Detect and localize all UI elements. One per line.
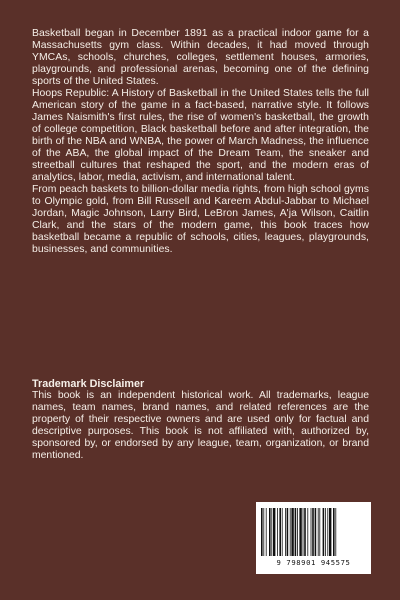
barcode-bar: [315, 508, 317, 556]
disclaimer-title: Trademark Disclaimer: [32, 378, 145, 390]
isbn-barcode: [256, 502, 371, 574]
barcode-bar: [261, 508, 263, 556]
barcode-bar: [277, 508, 278, 556]
barcode-bar: [323, 508, 325, 556]
trademark-disclaimer: [32, 378, 369, 462]
barcode-bar: [279, 508, 281, 556]
barcode-bar: [285, 508, 286, 556]
barcode-bar: [290, 508, 291, 556]
description-paragraph-1: Basketball began in December 1891 as a practical indoor game for a Massachusetts gym class. Within decades, it had moved through YMCAs, schools, churches, colleges, settlement houses, armories, playgrounds, and professional arenas, becoming one of the defining sports of the United States.: [32, 28, 369, 87]
barcode-bar: [273, 508, 275, 556]
barcode-bar: [325, 508, 326, 556]
barcode-bar: [319, 508, 320, 556]
barcode-bar: [266, 508, 267, 556]
barcode-bar: [312, 508, 314, 556]
description-paragraph-2: Hoops Republic: A History of Basketball in the United States tells the full American story of the game in a fact-based, narrative style. It follows James Naismith's first rules, the rise of women's basketball, the growth of college competition, Black basketball before and after integration, the birth of the NBA and WNBA, the power of March Madness, the influence of the ABA, the global impact of the Dream Team, the sneaker and streetball cultures that reshaped the sport, and the modern eras of analytics, labor, media, activism, and international talent.: [32, 88, 369, 183]
barcode-bar: [295, 508, 297, 556]
disclaimer-text: This book is an independent historical work. All trademarks, league names, team names, brand names, and related references are the property of their respective owners and are used only for factual and descriptive purposes. This book is not affiliated with, authorized by, sponsored by, or endorsed by any league, team, organization, or brand mentioned.: [32, 390, 369, 461]
description-paragraph-3: From peach baskets to billion-dollar media rights, from high school gyms to Olympic gold, from Bill Russell and Kareem Abdul-Jabbar to Michael Jordan, Magic Johnson, Larry Bird, LeBron James, A'ja Wilson, Caitlin Clark, and the stars of the modern game, this book traces how basketball became a republic of schools, cities, leagues, playgrounds, businesses, and communities.: [32, 184, 369, 255]
barcode-bar: [333, 508, 335, 556]
barcode-bar: [263, 508, 264, 556]
barcode-bar: [304, 508, 306, 556]
barcode-bar: [318, 508, 319, 556]
barcode-bar: [335, 508, 336, 556]
barcode-bar: [291, 508, 293, 556]
barcode-bar: [303, 508, 304, 556]
barcode-bar: [297, 508, 298, 556]
barcode-bar: [287, 508, 289, 556]
barcode-bars: [261, 508, 366, 558]
barcode-bar: [327, 508, 328, 556]
barcode-bar: [329, 508, 331, 556]
barcode-bar: [271, 508, 272, 556]
barcode-bar: [282, 508, 283, 556]
barcode-bar: [311, 508, 312, 556]
barcode-bar: [307, 508, 308, 556]
barcode-digits: 9 798901 945575: [276, 558, 351, 567]
barcode-bar: [299, 508, 301, 556]
book-description: [32, 28, 369, 256]
barcode-bar: [269, 508, 271, 556]
